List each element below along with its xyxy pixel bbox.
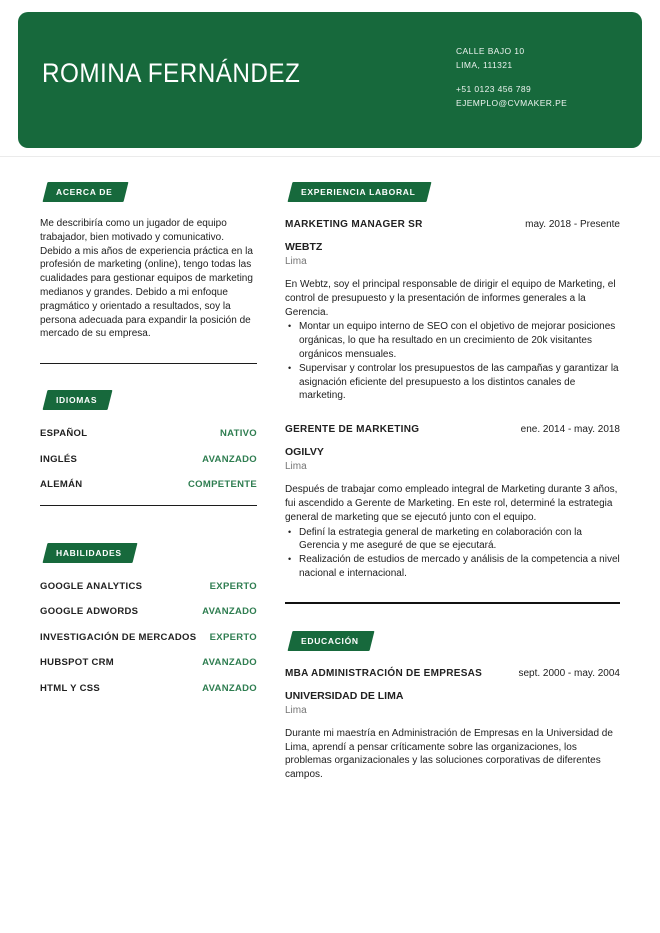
job-summary: Después de trabajar como empleado integral de Marketing durante 3 años, fui ascendido a Gerente de Marketing. En este rol, determiné la estrategia general de marketing que se ejecutó junto con el equipo. bbox=[285, 484, 618, 523]
job-location: Lima bbox=[285, 256, 307, 267]
education-section-label: EDUCACIÓN bbox=[301, 635, 359, 646]
skill-level: AVANZADO bbox=[202, 606, 257, 618]
content-columns bbox=[40, 182, 620, 782]
education-title: MBA ADMINISTRACIÓN DE EMPRESAS bbox=[285, 667, 483, 679]
skill-row bbox=[40, 683, 257, 694]
contact-address-line2: LIMA, 111321 bbox=[456, 59, 513, 70]
skills-section-badge bbox=[43, 543, 138, 563]
skill-name: GOOGLE ANALYTICS bbox=[40, 580, 143, 592]
skill-level: EXPERTO bbox=[209, 580, 257, 592]
languages-list bbox=[40, 428, 257, 490]
contact-address bbox=[456, 45, 567, 72]
skill-row bbox=[40, 581, 257, 592]
section-education bbox=[285, 631, 620, 651]
education-dates: sept. 2000 - may. 2004 bbox=[518, 667, 620, 679]
languages-section-label: IDIOMAS bbox=[56, 395, 98, 406]
languages-section-badge bbox=[43, 390, 113, 410]
skill-level: AVANZADO bbox=[202, 682, 257, 694]
education-location: Lima bbox=[285, 704, 307, 716]
skill-name: INVESTIGACIÓN DE MERCADOS bbox=[40, 631, 197, 643]
left-column bbox=[40, 182, 257, 782]
experience-section-badge bbox=[288, 182, 432, 202]
education-header bbox=[285, 668, 620, 679]
job-title: GERENTE DE MARKETING bbox=[285, 424, 420, 436]
skill-row bbox=[40, 657, 257, 668]
contact-email: EJEMPLO@CVMAKER.PE bbox=[456, 97, 568, 108]
skill-name: HTML Y CSS bbox=[40, 682, 101, 694]
job-bullet-list bbox=[285, 526, 620, 581]
job-header bbox=[285, 424, 620, 435]
section-languages bbox=[40, 390, 257, 410]
experience-entry bbox=[285, 424, 620, 581]
experience-section-label: EXPERIENCIA LABORAL bbox=[301, 187, 416, 197]
job-title: MARKETING MANAGER SR bbox=[285, 219, 423, 230]
contact-address-line1: CALLE BAJO 10 bbox=[456, 46, 525, 56]
skill-level: EXPERTO bbox=[209, 631, 257, 643]
skill-row bbox=[40, 632, 257, 643]
section-experience bbox=[285, 182, 620, 202]
language-level: COMPETENTE bbox=[188, 479, 257, 491]
left-divider-2 bbox=[40, 505, 257, 506]
right-column bbox=[285, 182, 620, 782]
language-name: ALEMÁN bbox=[40, 479, 83, 491]
language-row bbox=[40, 479, 257, 490]
about-section-label: ACERCA DE bbox=[56, 187, 113, 197]
language-row bbox=[40, 428, 257, 439]
education-school: UNIVERSIDAD DE LIMA bbox=[285, 689, 404, 702]
education-summary: Durante mi maestría en Administración de Empresas en la Universidad de Lima, aprendí a pensar críticamente sobre las organizaciones, los problemas organizacionales y las soluciones corporativas de diferentes campos. bbox=[285, 727, 613, 781]
language-row bbox=[40, 454, 257, 465]
job-bullet-list bbox=[285, 320, 620, 403]
job-dates: may. 2018 - Presente bbox=[525, 219, 620, 230]
header-card bbox=[18, 12, 642, 148]
section-skills bbox=[40, 543, 257, 563]
header-underline-divider bbox=[0, 156, 660, 157]
job-bullet: • Realización de estudios de mercado y análisis de la competencia a nivel nacional e internacional. bbox=[285, 553, 620, 581]
skills-section-label: HABILIDADES bbox=[56, 547, 122, 558]
candidate-name: ROMINA FERNÁNDEZ bbox=[42, 58, 301, 88]
skill-name: GOOGLE ADWORDS bbox=[40, 606, 139, 618]
skill-row bbox=[40, 606, 257, 617]
job-dates: ene. 2014 - may. 2018 bbox=[520, 424, 620, 436]
skill-name: HUBSPOT CRM bbox=[40, 657, 115, 669]
language-name: ESPAÑOL bbox=[40, 428, 88, 440]
job-bullet: • Montar un equipo interno de SEO con el objetivo de mejorar posiciones orgánicas, lo que ha resultado en un crecimiento de 20k visitantes orgánicos mensuales. bbox=[285, 320, 620, 361]
skills-list bbox=[40, 581, 257, 694]
about-section-badge bbox=[43, 182, 129, 202]
section-about bbox=[40, 182, 257, 202]
left-divider-1 bbox=[40, 363, 257, 364]
experience-entry bbox=[285, 219, 620, 403]
about-text: Me describiría como un jugador de equipo trabajador, bien motivado y comunicativo. Debido a mis años de experiencia práctica en la profesión de marketing (online), tengo todas las cualidades para gestionar equipos de marketing medianos y grandes. Debido a mi enfoque pragmático y orientado a resultados, soy la persona adecuada para expandir la posición de mercado de su empresa. bbox=[40, 218, 253, 340]
education-section-badge bbox=[288, 631, 375, 651]
job-company: OGILVY bbox=[285, 446, 324, 459]
contact-block bbox=[456, 45, 567, 110]
language-name: INGLÉS bbox=[40, 453, 78, 465]
job-location: Lima bbox=[285, 461, 307, 473]
job-company: WEBTZ bbox=[285, 241, 323, 253]
job-bullet: • Definí la estrategia general de marketing en colaboración con la Gerencia y me aseguré de que se ejecutará. bbox=[285, 526, 620, 554]
right-divider bbox=[285, 602, 620, 604]
job-bullet: • Supervisar y controlar los presupuestos de las campañas y garantizar la asignación eficiente del presupuesto a los distintos canales de marketing. bbox=[285, 362, 620, 403]
language-level: AVANZADO bbox=[202, 453, 257, 465]
job-summary: En Webtz, soy el principal responsable de dirigir el equipo de Marketing, el control de presupuesto y la presentación de informes generales a la Gerencia. bbox=[285, 279, 616, 318]
education-entry bbox=[285, 668, 620, 782]
skill-level: AVANZADO bbox=[202, 657, 257, 669]
contact-phone: +51 0123 456 789 bbox=[456, 84, 532, 95]
job-header bbox=[285, 219, 620, 230]
contact-phone-email bbox=[456, 83, 567, 110]
language-level: NATIVO bbox=[220, 428, 257, 440]
